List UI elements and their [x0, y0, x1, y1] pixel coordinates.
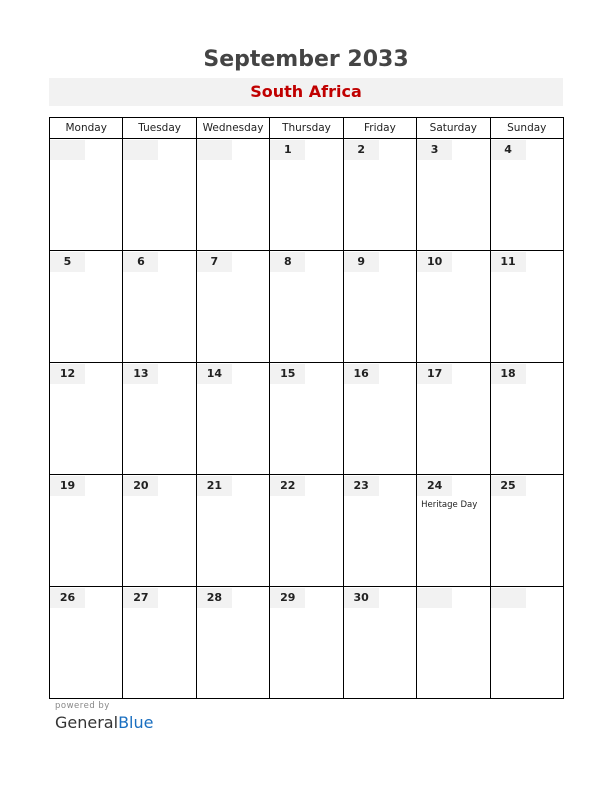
- day-number: 11: [491, 252, 526, 272]
- day-cell: [417, 475, 490, 587]
- day-cell: [490, 475, 563, 587]
- day-cell: [196, 251, 269, 363]
- day-cell: [490, 363, 563, 475]
- weekday-header: Wednesday: [196, 118, 269, 139]
- day-cell: [343, 587, 416, 699]
- weekday-header: Saturday: [417, 118, 490, 139]
- day-cell: [490, 139, 563, 251]
- day-cell: [417, 363, 490, 475]
- day-cell: [50, 587, 123, 699]
- day-number: 4: [491, 140, 526, 160]
- day-cell: [50, 363, 123, 475]
- day-cell: [490, 251, 563, 363]
- day-number: [491, 588, 526, 608]
- powered-by-text: powered by: [55, 701, 110, 711]
- day-cell: [270, 139, 343, 251]
- day-number: 20: [123, 476, 158, 496]
- weekday-header: Tuesday: [123, 118, 196, 139]
- day-cell: [343, 139, 416, 251]
- day-cell: [343, 251, 416, 363]
- day-number: 26: [50, 588, 85, 608]
- day-cell: [417, 139, 490, 251]
- day-cell: [196, 475, 269, 587]
- day-number: 1: [270, 140, 305, 160]
- calendar-title: September 2033: [203, 47, 409, 72]
- day-number: 15: [270, 364, 305, 384]
- day-number: 3: [417, 140, 452, 160]
- day-cell: [123, 363, 196, 475]
- day-number: 10: [417, 252, 452, 272]
- day-number: 24: [417, 476, 452, 496]
- day-number: 14: [197, 364, 232, 384]
- day-number: 16: [344, 364, 379, 384]
- country-banner: [49, 78, 563, 106]
- day-number: 12: [50, 364, 85, 384]
- day-number: [50, 140, 85, 160]
- day-number: [197, 140, 232, 160]
- brand-footer: [55, 701, 153, 732]
- empty-day-cell: [196, 139, 269, 251]
- day-cell: [270, 251, 343, 363]
- empty-day-cell: [417, 587, 490, 699]
- day-number: 23: [344, 476, 379, 496]
- week-row: [50, 587, 564, 699]
- weekday-header-row: [50, 118, 564, 139]
- weekday-header: Monday: [50, 118, 123, 139]
- day-cell: [270, 363, 343, 475]
- brand-general-text: General: [55, 713, 119, 732]
- day-number: 17: [417, 364, 452, 384]
- day-number: 27: [123, 588, 158, 608]
- weekday-header: Thursday: [270, 118, 343, 139]
- day-cell: [196, 587, 269, 699]
- day-number: [417, 588, 452, 608]
- day-number: 2: [344, 140, 379, 160]
- day-number: 13: [123, 364, 158, 384]
- day-cell: [417, 251, 490, 363]
- day-number: 19: [50, 476, 85, 496]
- empty-day-cell: [50, 139, 123, 251]
- weekday-header: Friday: [343, 118, 416, 139]
- day-number: 25: [491, 476, 526, 496]
- day-cell: [123, 475, 196, 587]
- day-cell: [50, 475, 123, 587]
- day-number: 5: [50, 252, 85, 272]
- day-number: 29: [270, 588, 305, 608]
- week-row: [50, 139, 564, 251]
- empty-day-cell: [490, 587, 563, 699]
- week-row: [50, 363, 564, 475]
- day-number: 6: [123, 252, 158, 272]
- day-cell: [270, 475, 343, 587]
- day-number: [123, 140, 158, 160]
- day-cell: [270, 587, 343, 699]
- calendar-grid: [49, 117, 564, 699]
- day-number: 9: [344, 252, 379, 272]
- day-cell: [123, 587, 196, 699]
- day-cell: [343, 475, 416, 587]
- country-name: South Africa: [250, 82, 362, 101]
- day-cell: [123, 251, 196, 363]
- weekday-header: Sunday: [490, 118, 563, 139]
- day-cell: [343, 363, 416, 475]
- empty-day-cell: [123, 139, 196, 251]
- day-cell: [50, 251, 123, 363]
- week-row: [50, 475, 564, 587]
- week-row: [50, 251, 564, 363]
- day-cell: [196, 363, 269, 475]
- day-number: 18: [491, 364, 526, 384]
- day-number: 8: [270, 252, 305, 272]
- holiday-label: Heritage Day: [421, 500, 478, 510]
- day-number: 7: [197, 252, 232, 272]
- brand-blue-text: Blue: [118, 713, 154, 732]
- brand-logo: [55, 713, 153, 732]
- day-number: 21: [197, 476, 232, 496]
- day-number: 28: [197, 588, 232, 608]
- day-number: 22: [270, 476, 305, 496]
- day-number: 30: [344, 588, 379, 608]
